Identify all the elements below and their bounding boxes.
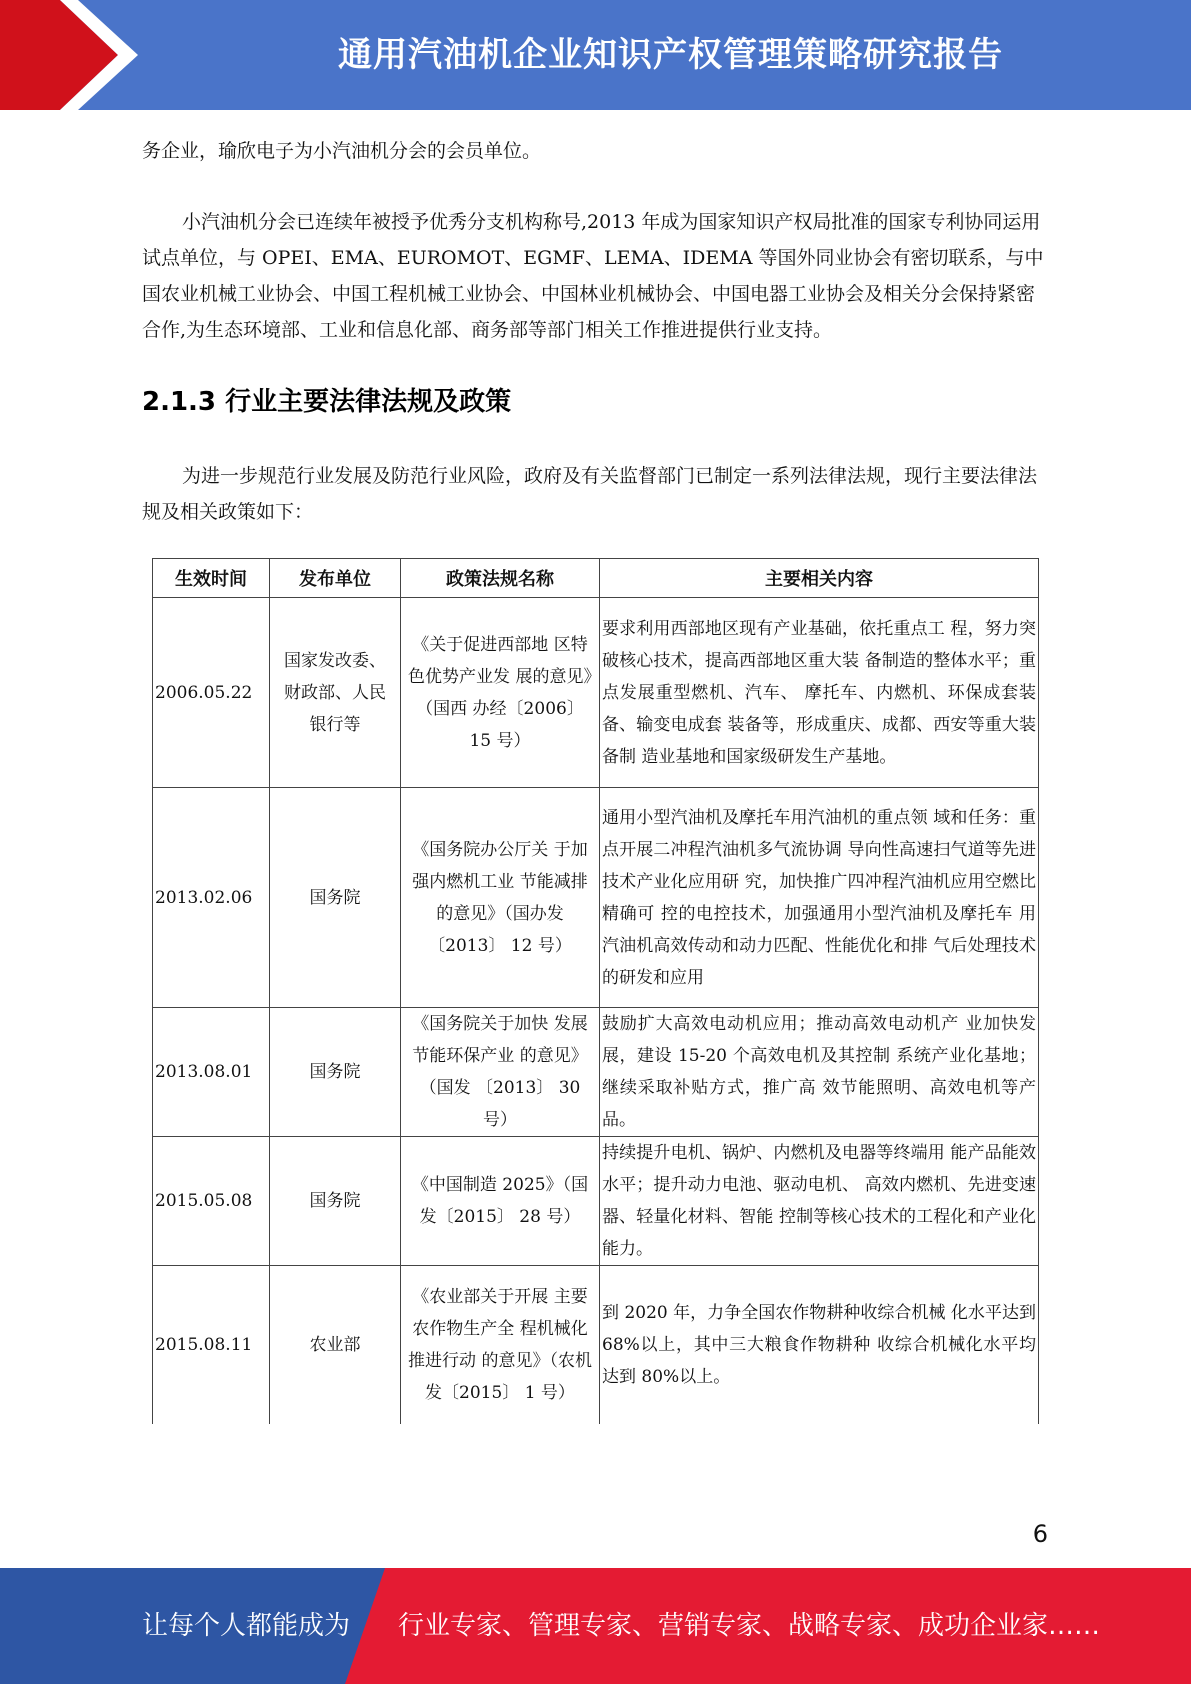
cell-date: 2006.05.22 [153,598,270,788]
header-chevron-graphic [0,0,160,110]
cell-content: 鼓励扩大高效电动机应用；推动高效电动机产 业加快发展，建设 15-20 个高效电机及其控制 系统产业化基地；继续采取补贴方式，推广高 效节能照明、高效电机等产品。 [600,1008,1039,1137]
page-footer [0,1568,1191,1684]
cell-policy-name: 《国务院关于加快 发展节能环保产业 的意见》（国发 〔2013〕 30 号） [401,1008,600,1137]
cell-org: 农业部 [270,1266,401,1424]
cell-date: 2013.02.06 [153,788,270,1008]
cell-content: 持续提升电机、锅炉、内燃机及电器等终端用 能产品能效水平；提升动力电池、驱动电机、 高效内燃机、先进变速器、轻量化材料、智能 控制等核心技术的工程化和产业化能力。 [600,1137,1039,1266]
page-header [0,0,1191,110]
paragraph-continued: 务企业，瑜欣电子为小汽油机分会的会员单位。 [142,140,542,162]
cell-content: 要求利用西部地区现有产业基础，依托重点工 程，努力突破核心技术，提高西部地区重大装 备制造的整体水平；重点发展重型燃机、汽车、 摩托车、内燃机、环保成套装备、输变电成套 装备等，形成重庆、成都、西安等重大装备制 造业基地和国家级研发生产基地。 [600,598,1039,788]
cell-policy-name: 《国务院办公厅关 于加强内燃机工业 节能减排的意见》（国办发〔2013〕 12 号） [401,788,600,1008]
table-row [153,1008,1039,1137]
footer-slogan-left: 让每个人都能成为 [142,1611,351,1641]
cell-date: 2015.08.11 [153,1266,270,1424]
cell-date: 2015.05.08 [153,1137,270,1266]
table-row [153,1266,1039,1424]
paragraph-intro: 为进一步规范行业发展及防范行业风险，政府及有关监督部门已制定一系列法律法规，现行主要法律法规及相关政策如下： [142,465,1038,523]
column-header-policy-name: 政策法规名称 [401,559,600,598]
cell-policy-name: 《农业部关于开展 主要农作物生产全 程机械化推进行动 的意见》（农机发〔2015〕 1 号） [401,1266,600,1424]
report-title: 通用汽油机企业知识产权管理策略研究报告 [338,35,1003,75]
cell-org: 国务院 [270,1137,401,1266]
table-row [153,1137,1039,1266]
table-header-row [153,559,1039,598]
column-header-org: 发布单位 [270,559,401,598]
footer-slogan-right: 行业专家、管理专家、营销专家、战略专家、成功企业家…… [398,1611,1101,1641]
cell-org: 国家发改委、财政部、人民银行等 [270,598,401,788]
policy-table [152,558,1039,1424]
table-row [153,788,1039,1008]
cell-org: 国务院 [270,1008,401,1137]
column-header-date: 生效时间 [153,559,270,598]
section-heading: 2.1.3 行业主要法律法规及政策 [142,387,512,417]
cell-org: 国务院 [270,788,401,1008]
table-row [153,598,1039,788]
cell-content: 通用小型汽油机及摩托车用汽油机的重点领 域和任务：重点开展二冲程汽油机多气流协调 导向性高速扫气道等先进技术产业化应用研 究，加快推广四冲程汽油机应用空燃比精确可 控的电控技术，加强通用小型汽油机及摩托车 用汽油机高效传动和动力匹配、性能优化和排 气后处理技术的研发和应用 [600,788,1039,1008]
cell-policy-name: 《中国制造 2025》（国发〔2015〕 28 号） [401,1137,600,1266]
page-number: 6 [1032,1520,1048,1548]
cell-date: 2013.08.01 [153,1008,270,1137]
paragraph-association: 小汽油机分会已连续年被授予优秀分支机构称号,2013 年成为国家知识产权局批准的国家专利协同运用试点单位，与 OPEI、EMA、EUROMOT、EGMF、LEMA、IDEMA 等国外同业协会有密切联系，与中国农业机械工业协会、中国工程机械工业协会、中国林业机械协会、中国电器工业协会及相关分会保持紧密合作,为生态环境部、工业和信息化部、商务部等部门相关工作推进提供行业支持。 [142,211,1044,341]
cell-policy-name: 《关于促进西部地 区特色优势产业发 展的意见》（国西 办经〔2006〕 15 号） [401,598,600,788]
cell-content: 到 2020 年，力争全国农作物耕种收综合机械 化水平达到 68%以上，其中三大粮食作物耕种 收综合机械化水平均达到 80%以上。 [600,1266,1039,1424]
column-header-content: 主要相关内容 [600,559,1039,598]
